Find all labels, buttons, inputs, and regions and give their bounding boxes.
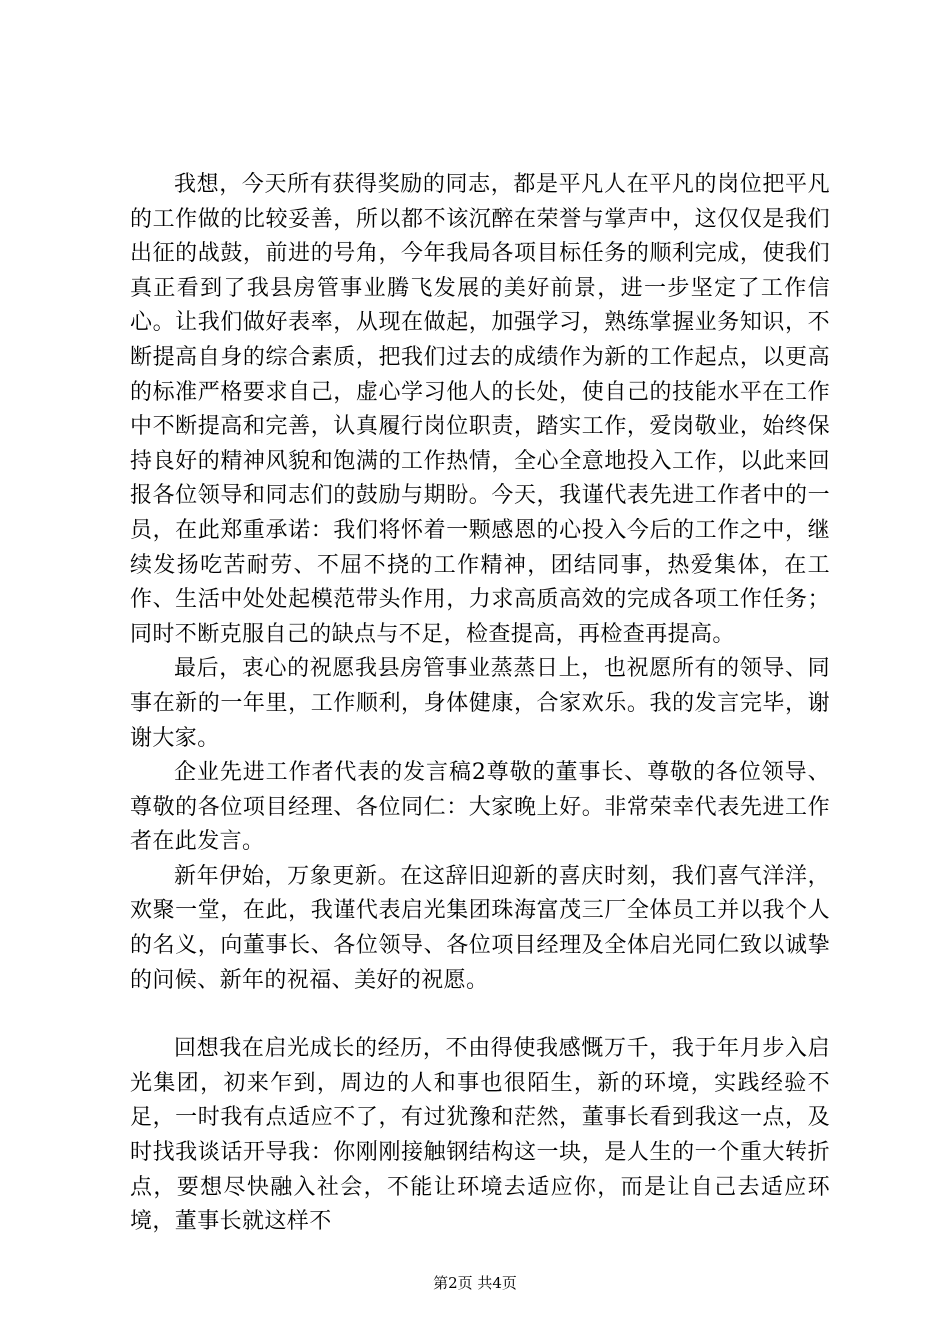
page-footer: 第2页 共4页 — [433, 1274, 517, 1292]
paragraph-1: 我想，今天所有获得奖励的同志，都是平凡人在平凡的岗位把平凡的工作做的比较妥善，所以都不该沉醉在荣誉与掌声中，这仅仅是我们出征的战鼓，前进的号角，今年我局各项目标任务的顺利完成，使我们真正看到了我县房管事业腾飞发展的美好前景，进一步坚定了工作信心。让我们做好表率，从现在做起，加强学习，熟练掌握业务知识，不断提高自身的综合素质，把我们过去的成绩作为新的工作起点，以更高的标准严格要求自己，虚心学习他人的长处，使自己的技能水平在工作中不断提高和完善，认真履行岗位职责，踏实工作，爱岗敬业，始终保持良好的精神风貌和饱满的工作热情，全心全意地投入工作，以此来回报各位领导和同志们的鼓励与期盼。今天，我谨代表先进工作者中的一员，在此郑重承诺：我们将怀着一颗感恩的心投入今后的工作之中，继续发扬吃苦耐劳、不屈不挠的工作精神，团结同事，热爱集体，在工作、生活中处处起模范带头作用，力求高质高效的完成各项工作任务；同时不断克服自己的缺点与不足，检查提高，再检查再提高。 — [130, 172, 830, 647]
paragraph-5: 回想我在启光成长的经历，不由得使我感慨万千，我于年月步入启光集团，初来乍到，周边的人和事也很陌生，新的环境，实践经验不足，一时我有点适应不了，有过犹豫和茫然，董事长看到我这一点，及时找我谈话开导我：你刚刚接触钢结构这一块，是人生的一个重大转折点，要想尽快融入社会，不能让环境去适应你，而是让自己去适应环境，董事长就这样不 — [130, 1036, 830, 1235]
paragraph-3: 企业先进工作者代表的发言稿2尊敬的董事长、尊敬的各位领导、尊敬的各位项目经理、各位同仁：大家晚上好。非常荣幸代表先进工作者在此发言。 — [130, 760, 830, 855]
document-body — [130, 168, 830, 1240]
paragraph-spacer — [130, 998, 830, 1032]
paragraph-4: 新年伊始，万象更新。在这辞旧迎新的喜庆时刻，我们喜气洋洋，欢聚一堂，在此，我谨代表启光集团珠海富茂三厂全体员工并以我个人的名义，向董事长、各位领导、各位项目经理及全体启光同仁致以诚挚的问候、新年的祝福、美好的祝愿。 — [130, 863, 830, 993]
paragraph-2: 最后，衷心的祝愿我县房管事业蒸蒸日上，也祝愿所有的领导、同事在新的一年里，工作顺利，身体健康，合家欢乐。我的发言完毕，谢谢大家。 — [130, 656, 830, 751]
